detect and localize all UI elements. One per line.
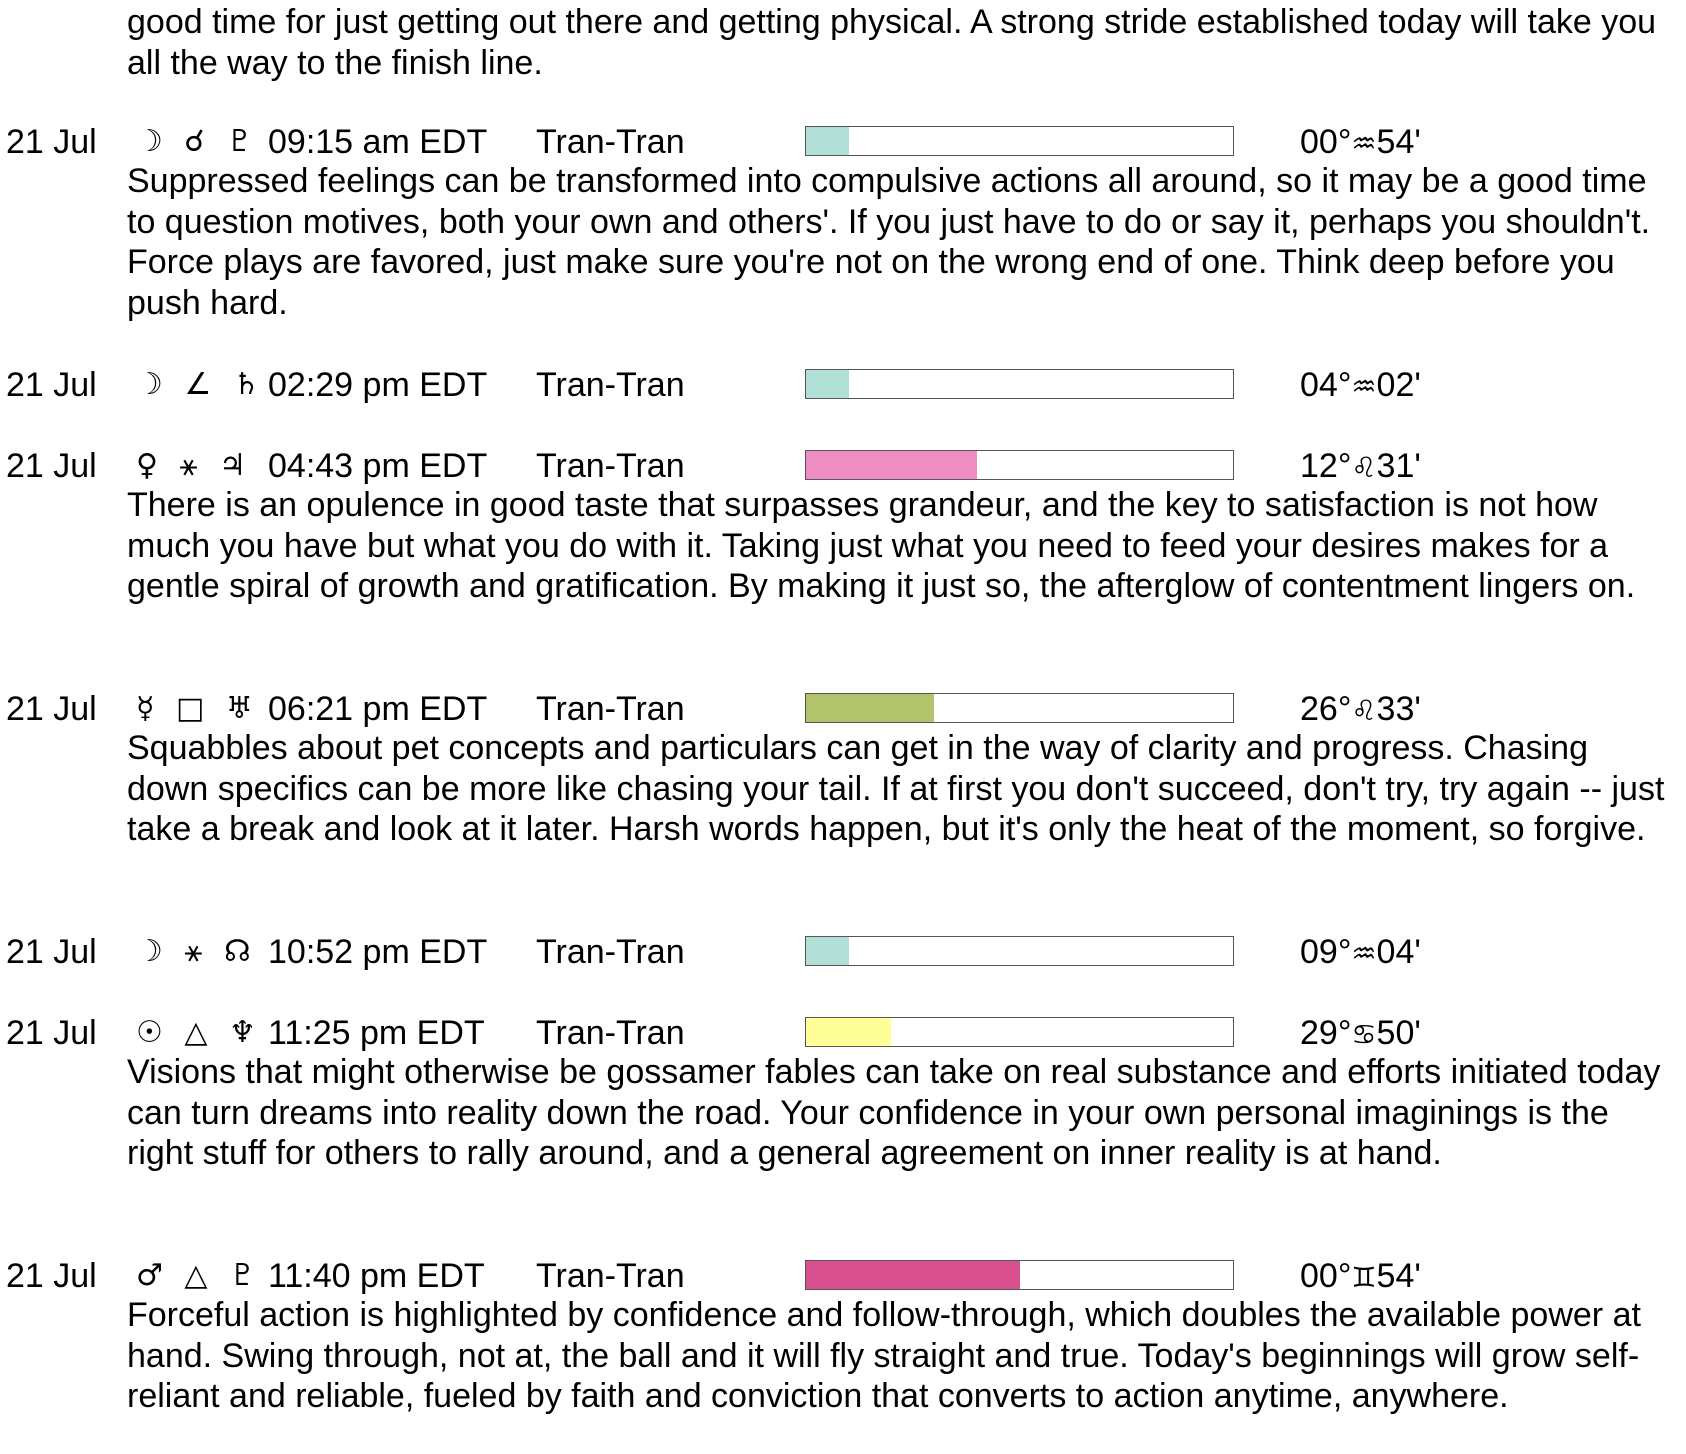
transit-date: 21 Jul: [6, 1257, 97, 1295]
transit-date: 21 Jul: [6, 123, 97, 161]
transit-time: 10:52 pm EDT: [268, 933, 488, 971]
transit-description: Squabbles about pet concepts and particulars can get in the way of clarity and progress. Chasing down specifics can be more like chasing your tail. If at first you don't succeed, don't try, try again -- just take a break and look at it later. Harsh words happen, but it's only the heat of the moment, so forgive.: [127, 729, 1665, 848]
aspect-glyphs-icon: ☽ ∠ ♄: [136, 367, 266, 402]
aspect-glyphs-icon: ☿ □ ♅: [136, 691, 259, 726]
transit-time: 02:29 pm EDT: [268, 366, 488, 404]
transit-description: Suppressed feelings can be transformed into compulsive actions all around, so it may be a good time to question motives, both your own and others'. If you just have to do or say it, perhaps you shouldn't. Force plays are favored, just make sure you're not on the wrong end of one. Think deep before you push hard.: [127, 162, 1651, 322]
intro-paragraph: good time for just getting out there and getting physical. A strong stride established today will take you all the way to the finish line.: [127, 3, 1657, 82]
aquarius-icon: ♒: [1351, 937, 1377, 970]
transit-kind: Tran-Tran: [536, 1257, 685, 1295]
strength-bar: [805, 1260, 1234, 1290]
strength-bar: [805, 693, 1234, 723]
transit-date: 21 Jul: [6, 1014, 97, 1052]
position-minutes: 04': [1376, 933, 1421, 971]
aquarius-icon: ♒: [1351, 370, 1377, 403]
position-minutes: 54': [1376, 123, 1421, 161]
position-degrees: 29°: [1300, 1014, 1352, 1052]
transit-description: There is an opulence in good taste that surpasses grandeur, and the key to satisfaction is not how much you have but what you do with it. Taking just what you need to feed your desires makes for a gentle spiral of growth and gratification. By making it just so, the afterglow of contentment lingers on.: [127, 486, 1636, 605]
strength-bar: [805, 126, 1234, 156]
transit-position: [1300, 1254, 1421, 1300]
transit-date: 21 Jul: [6, 366, 97, 404]
transit-time: 11:25 pm EDT: [268, 1014, 485, 1052]
aquarius-icon: ♒: [1351, 127, 1377, 160]
transit-kind: Tran-Tran: [536, 447, 685, 485]
transit-date: 21 Jul: [6, 933, 97, 971]
aspect-glyphs-icon: ☽ ⚹ ☊: [136, 934, 257, 969]
transit-description: Visions that might otherwise be gossamer fables can take on real substance and efforts initiated today can turn dreams into reality down the road. Your confidence in your own personal imaginings is the right stuff for others to rally around, and a general agreement on inner reality is at hand.: [127, 1053, 1661, 1172]
leo-icon: ♌: [1351, 694, 1377, 727]
transit-row: [0, 1011, 1686, 1055]
position-degrees: 04°: [1300, 366, 1352, 404]
transit-position: [1300, 363, 1421, 409]
transit-row: [0, 930, 1686, 974]
transit-row: [0, 1254, 1686, 1298]
strength-bar-fill: [806, 1261, 1020, 1289]
position-minutes: 33': [1376, 690, 1421, 728]
transit-position: [1300, 687, 1421, 733]
transit-kind: Tran-Tran: [536, 366, 685, 404]
cancer-icon: ♋: [1351, 1018, 1377, 1051]
position-minutes: 02': [1376, 366, 1421, 404]
position-minutes: 50': [1376, 1014, 1421, 1052]
transit-time: 04:43 pm EDT: [268, 447, 488, 485]
aspect-glyphs-icon: ☽ ☌ ♇: [136, 124, 260, 159]
transit-row: [0, 363, 1686, 407]
transit-time: 06:21 pm EDT: [268, 690, 488, 728]
aspect-glyphs-icon: ♂ △ ♇: [136, 1258, 262, 1293]
strength-bar: [805, 369, 1234, 399]
transit-row: [0, 120, 1686, 164]
strength-bar-fill: [806, 127, 849, 155]
strength-bar: [805, 1017, 1234, 1047]
strength-bar-fill: [806, 451, 977, 479]
strength-bar: [805, 450, 1234, 480]
strength-bar-fill: [806, 694, 934, 722]
transit-kind: Tran-Tran: [536, 123, 685, 161]
position-degrees: 00°: [1300, 1257, 1352, 1295]
transit-kind: Tran-Tran: [536, 1014, 685, 1052]
leo-icon: ♌: [1351, 451, 1377, 484]
transit-row: [0, 687, 1686, 731]
transit-position: [1300, 930, 1421, 976]
transit-date: 21 Jul: [6, 690, 97, 728]
transit-date: 21 Jul: [6, 447, 97, 485]
transit-position: [1300, 444, 1421, 490]
transit-row: [0, 444, 1686, 488]
transit-position: [1300, 120, 1421, 166]
transit-position: [1300, 1011, 1421, 1057]
position-degrees: 26°: [1300, 690, 1352, 728]
position-degrees: 12°: [1300, 447, 1352, 485]
transit-kind: Tran-Tran: [536, 933, 685, 971]
transit-kind: Tran-Tran: [536, 690, 685, 728]
aspect-glyphs-icon: ☉ △ ♆: [136, 1015, 262, 1050]
transit-description: Forceful action is highlighted by confidence and follow-through, which doubles the available power at hand. Swing through, not at, the ball and it will fly straight and true. Today's beginnings will grow self-reliant and reliable, fueled by faith and conviction that converts to action anytime, anywhere.: [127, 1296, 1641, 1415]
strength-bar: [805, 936, 1234, 966]
transit-time: 09:15 am EDT: [268, 123, 488, 161]
strength-bar-fill: [806, 937, 849, 965]
position-degrees: 00°: [1300, 123, 1352, 161]
position-minutes: 31': [1376, 447, 1421, 485]
strength-bar-fill: [806, 370, 849, 398]
transit-time: 11:40 pm EDT: [268, 1257, 485, 1295]
gemini-icon: ♊: [1351, 1261, 1377, 1294]
position-degrees: 09°: [1300, 933, 1352, 971]
strength-bar-fill: [806, 1018, 891, 1046]
aspect-glyphs-icon: ♀ ⚹ ♃: [136, 448, 252, 483]
position-minutes: 54': [1376, 1257, 1421, 1295]
